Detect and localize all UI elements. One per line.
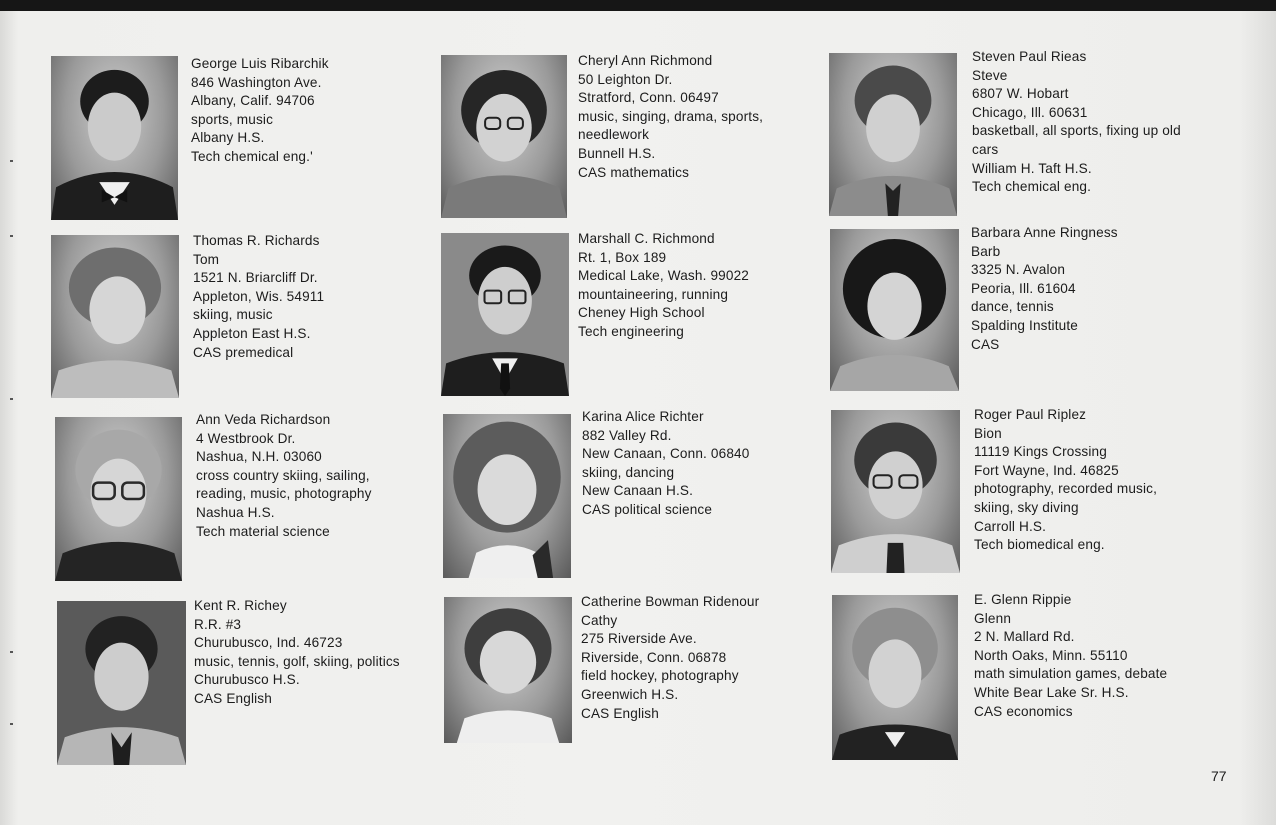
student-detail-line: 275 Riverside Ave.	[581, 631, 697, 647]
student-detail-line: Peoria, Ill. 61604	[971, 280, 1076, 296]
student-detail-line: sports, music	[191, 111, 274, 127]
student-name: Karina Alice Richter	[582, 409, 704, 424]
student-detail-line: mountaineering, running	[578, 286, 729, 302]
student-detail-line: Steve	[972, 67, 1008, 83]
margin-mark	[10, 398, 13, 400]
student-info	[974, 406, 1157, 555]
student-info	[191, 55, 329, 167]
student-info	[971, 224, 1118, 354]
student-portrait-photo	[829, 53, 957, 216]
student-portrait-photo	[57, 601, 186, 765]
student-detail-line: Churubusco, Ind. 46723	[194, 635, 343, 651]
student-info	[578, 230, 749, 342]
student-detail-line: field hockey, photography	[581, 668, 739, 684]
student-detail-line: Tech material science	[196, 523, 330, 539]
student-detail-line: Cathy	[581, 612, 618, 628]
student-detail-line: Medical Lake, Wash. 99022	[578, 268, 749, 284]
student-detail-line: Rt. 1, Box 189	[578, 249, 667, 265]
student-detail-line: Greenwich H.S.	[581, 686, 679, 702]
student-detail-line: Tech chemical eng.'	[191, 148, 313, 164]
student-detail-line: Carroll H.S.	[974, 518, 1047, 534]
student-detail-line: White Bear Lake Sr. H.S.	[974, 684, 1129, 700]
student-portrait-photo	[441, 233, 569, 396]
student-detail-line: Cheney High School	[578, 305, 705, 321]
student-detail-line: Nashua, N.H. 03060	[196, 449, 322, 465]
student-detail-line: CAS	[971, 336, 1000, 352]
student-detail-line: Churubusco H.S.	[194, 672, 300, 688]
student-detail-line: skiing, sky diving	[974, 499, 1079, 515]
student-detail-line: Barb	[971, 243, 1001, 259]
student-detail-line: music, tennis, golf, skiing, politics	[194, 653, 400, 669]
student-detail-line: 846 Washington Ave.	[191, 74, 322, 90]
margin-mark	[10, 723, 13, 725]
student-detail-line: 2 N. Mallard Rd.	[974, 629, 1075, 645]
student-detail-line: Riverside, Conn. 06878	[581, 649, 727, 665]
student-detail-line: Appleton East H.S.	[193, 325, 311, 341]
student-portrait-photo	[443, 414, 571, 578]
student-detail-line: Spalding Institute	[971, 317, 1078, 333]
margin-mark	[10, 160, 13, 162]
student-info	[578, 52, 763, 182]
student-detail-line: William H. Taft H.S.	[972, 160, 1092, 176]
student-detail-line: CAS English	[581, 705, 659, 721]
student-info	[972, 48, 1181, 197]
scan-top-edge	[0, 0, 1276, 11]
student-detail-line: CAS mathematics	[578, 164, 690, 180]
student-info	[193, 232, 324, 362]
student-portrait-photo	[51, 235, 179, 398]
student-info	[582, 408, 749, 520]
student-detail-line: 6807 W. Hobart	[972, 86, 1069, 102]
student-detail-line: 882 Valley Rd.	[582, 427, 672, 443]
student-info	[196, 411, 372, 541]
margin-mark	[10, 235, 13, 237]
page-number: 77	[1211, 768, 1227, 784]
student-detail-line: cross country skiing, sailing,	[196, 467, 370, 483]
student-name: E. Glenn Rippie	[974, 592, 1072, 607]
student-detail-line: 3325 N. Avalon	[971, 262, 1066, 278]
student-info	[974, 591, 1167, 721]
student-detail-line: 1521 N. Briarcliff Dr.	[193, 270, 318, 286]
student-portrait-photo	[441, 55, 567, 218]
student-detail-line: skiing, dancing	[582, 464, 675, 480]
student-name: Steven Paul Rieas	[972, 49, 1087, 64]
student-detail-line: math simulation games, debate	[974, 666, 1168, 682]
student-name: Catherine Bowman Ridenour	[581, 594, 760, 609]
student-detail-line: CAS premedical	[193, 344, 294, 360]
student-detail-line: skiing, music	[193, 307, 273, 323]
student-name: Barbara Anne Ringness	[971, 225, 1118, 240]
student-name: Ann Veda Richardson	[196, 412, 331, 427]
student-detail-line: reading, music, photography	[196, 486, 372, 502]
student-info	[194, 597, 400, 709]
student-detail-line: North Oaks, Minn. 55110	[974, 647, 1128, 663]
student-detail-line: R.R. #3	[194, 616, 242, 632]
student-detail-line: photography, recorded music,	[974, 481, 1158, 497]
student-name: Cheryl Ann Richmond	[578, 53, 713, 68]
student-detail-line: Tech engineering	[578, 323, 684, 339]
student-detail-line: 11119 Kings Crossing	[974, 444, 1107, 460]
student-detail-line: Fort Wayne, Ind. 46825	[974, 462, 1119, 478]
student-portrait-photo	[444, 597, 572, 743]
student-detail-line: Bunnell H.S.	[578, 145, 656, 161]
student-detail-line: Nashua H.S.	[196, 504, 275, 520]
student-name: Kent R. Richey	[194, 598, 287, 613]
student-name: Roger Paul Riplez	[974, 407, 1087, 422]
student-detail-line: Tech chemical eng.	[972, 179, 1092, 195]
student-info	[581, 593, 759, 723]
student-detail-line: Glenn	[974, 610, 1012, 626]
student-detail-line: CAS English	[194, 690, 272, 706]
student-detail-line: CAS economics	[974, 703, 1073, 719]
student-detail-line: Stratford, Conn. 06497	[578, 90, 719, 106]
student-portrait-photo	[832, 595, 958, 760]
margin-mark	[10, 651, 13, 653]
student-name: Thomas R. Richards	[193, 233, 320, 248]
student-detail-line: 50 Leighton Dr.	[578, 71, 673, 87]
student-detail-line: Tom	[193, 251, 220, 267]
student-name: Marshall C. Richmond	[578, 231, 715, 246]
student-detail-line: Albany H.S.	[191, 130, 265, 146]
student-detail-line: Tech biomedical eng.	[974, 537, 1105, 553]
student-detail-line: dance, tennis	[971, 299, 1054, 315]
student-portrait-photo	[51, 56, 178, 220]
student-detail-line: Albany, Calif. 94706	[191, 93, 315, 109]
student-name: George Luis Ribarchik	[191, 56, 329, 71]
student-detail-line: needlework	[578, 127, 650, 143]
student-detail-line: music, singing, drama, sports,	[578, 108, 764, 124]
student-detail-line: cars	[972, 141, 999, 157]
student-portrait-photo	[831, 410, 960, 573]
student-detail-line: New Canaan H.S.	[582, 483, 694, 499]
student-detail-line: CAS political science	[582, 501, 713, 517]
student-detail-line: Appleton, Wis. 54911	[193, 288, 325, 304]
student-detail-line: Bion	[974, 425, 1002, 441]
student-portrait-photo	[55, 417, 182, 581]
student-detail-line: 4 Westbrook Dr.	[196, 430, 296, 446]
student-portrait-photo	[830, 229, 959, 391]
student-detail-line: basketball, all sports, fixing up old	[972, 123, 1181, 139]
student-detail-line: Chicago, Ill. 60631	[972, 104, 1088, 120]
student-detail-line: New Canaan, Conn. 06840	[582, 446, 750, 462]
